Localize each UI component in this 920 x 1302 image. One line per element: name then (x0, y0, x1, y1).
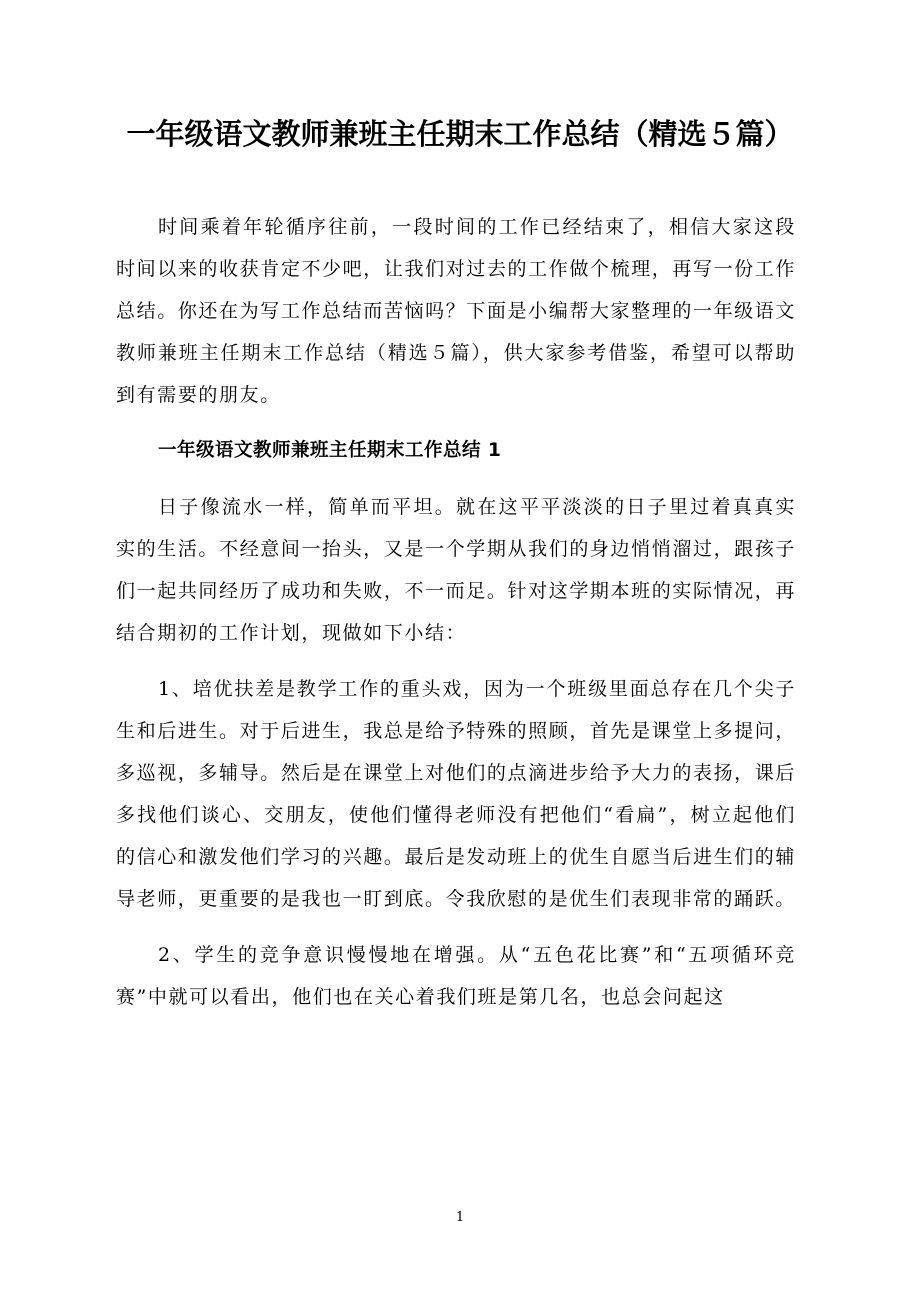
document-title: 一年级语文教师兼班主任期末工作总结（精选５篇） (126, 117, 794, 151)
body-paragraph-3: 2、学生的竞争意识慢慢地在增强。从“五色花比赛”和“五项循环竞赛”中就可以看出，他们也在关心着我们班是第几名，也总会问起这 (116, 944, 796, 1008)
document-body (116, 206, 796, 1032)
body-paragraph-2: 1、培优扶差是教学工作的重头戏，因为一个班级里面总存在几个尖子生和后进生。对于后进生，我总是给予特殊的照顾，首先是课堂上多提问，多巡视，多辅导。然后是在课堂上对他们的点滴进步给予大力的表扬，课后多找他们谈心、交朋友，使他们懂得老师没有把他们“看扁”，树立起他们的信心和激发他们学习的兴趣。最后是发动班上的优生自愿当后进生们的辅导老师，更重要的是我也一盯到底。令我欣慰的是优生们表现非常的踊跃。 (116, 678, 796, 910)
body-paragraph-1: 日子像流水一样，简单而平坦。就在这平平淡淡的日子里过着真真实实的生活。不经意间一抬头，又是一个学期从我们的身边悄悄溜过，跟孩子们一起共同经历了成功和失败，不一而足。针对这学期本班的实际情况，再结合期初的工作计划，现做如下小结： (116, 496, 796, 644)
page-number: 1 (455, 1210, 465, 1225)
intro-paragraph: 时间乘着年轮循序往前，一段时间的工作已经结束了，相信大家这段时间以来的收获肯定不少吧，让我们对过去的工作做个梳理，再写一份工作总结。你还在为写工作总结而苦恼吗？下面是小编帮大家整理的一年级语文教师兼班主任期末工作总结（精选５篇），供大家参考借鉴，希望可以帮助到有需要的朋友。 (116, 216, 796, 406)
section-heading: 一年级语文教师兼班主任期末工作总结 1 (158, 440, 502, 461)
